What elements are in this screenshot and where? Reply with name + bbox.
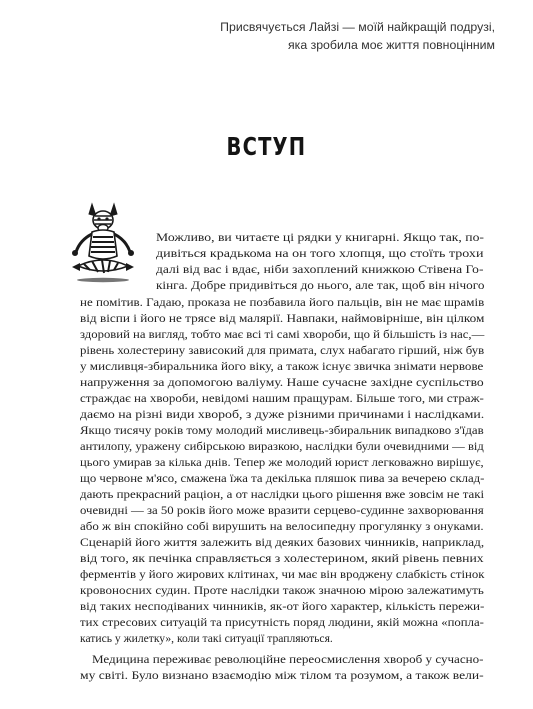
body-line: Якщо тисячу років тому молодий мисливець-збиральник випадково з'їдав xyxy=(80,424,484,437)
body-line: дають прекрасний раціон, а от наслідки цього рішення вже зовсім не такі xyxy=(80,488,485,501)
dedication-line-1: Присвячується Лайзі — моїй найкращій подрузі, xyxy=(220,20,495,34)
body-line: цього умирав за кілька днів. Тепер же молодий юрист легковажно вирішує, xyxy=(80,456,484,469)
body-line: напруження за допомогою валіуму. Наше сучасне західне суспільство xyxy=(80,376,484,389)
body-line: антилопу, уражену сибірською виразкою, наслідки були очевидними — від xyxy=(80,440,484,453)
chapter-title: ВСТУП xyxy=(226,132,307,161)
body-line: даємо на різні види хвороб, з дуже різними причинами і наслідками. xyxy=(80,408,485,421)
body-line: дивіться крадькома на он того хлопця, що стоїть трохи xyxy=(156,247,484,260)
body-line: від того, як печінка справляється з холестерином, який рівень певних xyxy=(80,552,484,565)
body-line: Можливо, ви читаєте ці рядки у книгарні. Якщо так, по- xyxy=(156,231,484,244)
body-line: Сценарій його життя залежить від деяких базових чинників, наприклад, xyxy=(80,536,485,549)
meditating-zebra-icon xyxy=(62,200,144,286)
body-line: що червоне м'ясо, смажена їжа та декілька пляшок пива за вечерею склад- xyxy=(80,472,485,485)
body-line: кровоносних судин. Проте наслідки також значною мірою залежатимуть xyxy=(80,584,484,597)
body-line: тих стресових ситуацій та присутність поряд людини, якій можна «попла- xyxy=(80,616,484,629)
body-line: не помітив. Гадаю, проказа не позбавила його пальців, він не має шрамів xyxy=(80,296,485,309)
body-line: катись у жилетку», коли такі ситуації трапляються. xyxy=(80,632,333,645)
body-line: здоровий на вигляд, тобто має всі ті самі хвороби, що й більшість із нас,— xyxy=(80,328,485,341)
body-line: рівень холестерину зависокий для примата, слух набагато гірший, ніж був xyxy=(80,344,485,357)
body-line: кінга. Добре придивіться до нього, але так, щоб він нічого xyxy=(156,279,485,292)
body-line: далі від вас і вдає, ніби захоплений книжкою Стівена Го- xyxy=(156,263,484,276)
body-line: очевидні — за 50 років його може вразити серцево-судинне захворювання xyxy=(80,504,484,517)
body-line: у мисливця-збиральника його віку, а також існує звичка знімати нервове xyxy=(80,360,484,373)
body-line: від віспи і його не трясе від малярії. Навпаки, наймовірніше, він цілком xyxy=(80,312,485,325)
body-line: ферментів у його жирових клітинах, чи має він вроджену слабкість стінок xyxy=(80,568,485,581)
body-line: му світі. Було визнано взаємодію між тілом та розумом, а також вели- xyxy=(80,669,484,682)
body-line: Медицина переживає революційне переосмислення хвороб у сучасно- xyxy=(92,653,484,666)
dedication xyxy=(175,18,495,54)
body-line: або ж він спокійно собі вирушить на велосипедну прогулянку з онуками. xyxy=(80,520,484,533)
body-line: страждає на хвороби, невідомі нашим пращурам. Більше того, ми страж- xyxy=(80,392,484,405)
dedication-line-2: яка зробила моє життя повноцінним xyxy=(288,38,495,52)
body-line: від таких несподіваних чинників, як-от його характер, кількість пережи- xyxy=(80,600,485,613)
